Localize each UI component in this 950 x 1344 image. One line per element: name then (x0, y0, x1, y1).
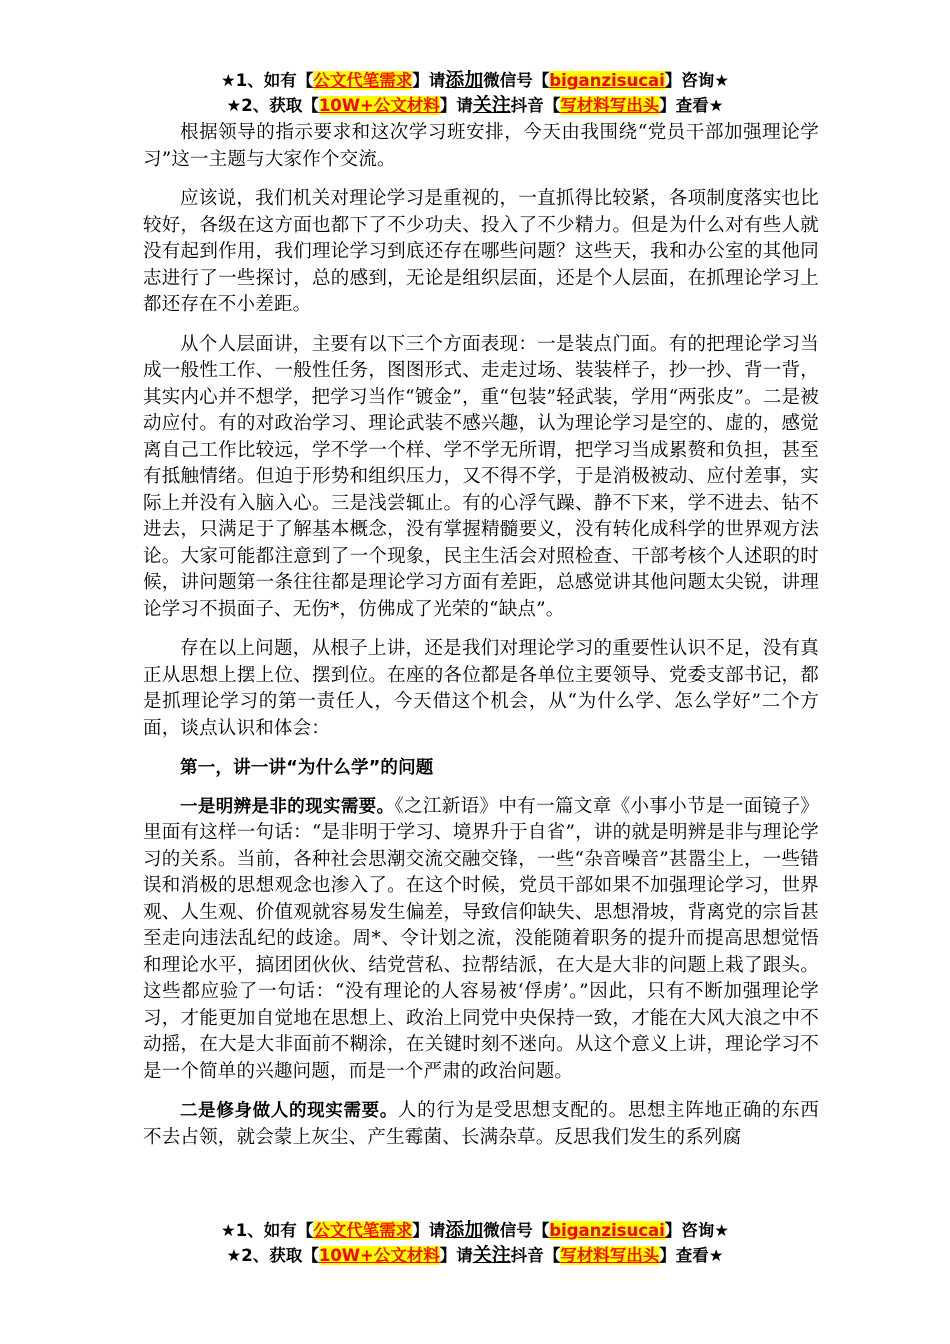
promo-text: 抖音【 (510, 1246, 561, 1265)
promo-text: 关注 (472, 1244, 511, 1266)
promo-text: 抖音【 (510, 96, 561, 115)
promo-text: 微信号【 (483, 1221, 550, 1240)
promo-text: 】请 (412, 1221, 446, 1240)
promo-text: 】咨询★ (664, 71, 730, 90)
paragraph (143, 1098, 819, 1151)
promo-highlight: 公文代笔需求 (313, 71, 413, 90)
section-heading: 第一，讲一讲“为什么学”的问题 (180, 758, 434, 778)
paragraph-text: 人的行为是受思想支配的。思想主阵地正确的东西不去占领，就会蒙上灰尘、产生霉菌、长满杂草。反思我们发生的系列腐 (143, 1100, 819, 1148)
promo-text: ★1、如有【 (220, 71, 314, 90)
promo-wechat-id: biganzisucai (549, 1221, 665, 1240)
promo-wechat-id: biganzisucai (549, 71, 665, 90)
promo-text: 】请 (439, 1246, 473, 1265)
promo-highlight: 10W+公文材料 (318, 96, 440, 115)
paragraph: 应该说，我们机关对理论学习是重视的，一直抓得比较紧，各项制度落实也比较好，各级在这方面也都下了不少功夫、投入了不少精力。但是为什么对有些人就没有起到作用，我们理论学习到底还存在哪些问题？这些天，我和办公室的其他同志进行了一些探讨，总的感到，无论是组织层面，还是个人层面，在抓理论学习上都还存在不小差距。 (143, 188, 819, 315)
paragraph: 从个人层面讲，主要有以下三个方面表现：一是装点门面。有的把理论学习当成一般性工作、一般性任务，图图形式、走走过场、装装样子，抄一抄、背一背，其实内心并不想学，把学习当作“镀金”，重“包装”轻武装，学用“两张皮”。二是被动应付。有的对政治学习、理论武装不感兴趣，认为理论学习是空的、虚的，感觉离自己工作比较远，学不学一个样、学不学无所谓，把学习当成累赘和负担，甚至有抵触情绪。但迫于形势和组织压力，又不得不学，于是消极被动、应付差事，实际上并没有入脑入心。三是浅尝辄止。有的心浮气躁、静不下来，学不进去、钻不进去，只满足于了解基本概念，没有掌握精髓要义，没有转化成科学的世界观方法论。大家可能都注意到了一个现象，民主生活会对照检查、干部考核个人述职的时候，讲问题第一条往往都是理论学习方面有差距，总感觉讲其他问题太尖锐，讲理论学习不损面子、无伤*，仿佛成了光荣的“缺点”。 (143, 333, 819, 620)
promo-highlight: 写材料写出头 (560, 1246, 660, 1265)
promo-text: 】请 (439, 96, 473, 115)
promo-highlight: 写材料写出头 (560, 96, 660, 115)
paragraph-text: 《之江新语》中有一篇文章《小事小节是一面镜子》里面有这样一句话：“是非明于学习、境界升于自省”，讲的就是明辨是非与理论学习的关系。当前，各种社会思潮交流交融交锋，一些“杂音噪音”甚嚣尘上，一些错误和消极的思想观念也渗入了。在这个时候，党员干部如果不加强理论学习，世界观、人生观、价值观就容易发生偏差，导致信仰缺失、思想滑坡，背离党的宗旨甚至走向违法乱纪的歧途。周*、令计划之流，没能随着职务的提升而提高思想觉悟和理论水平，搞团团伙伙、结党营私、拉帮结派，在大是大非的问题上栽了跟头。这些都应验了一句话：“没有理论的人容易被‘俘虏’。”因此，只有不断加强理论学习，才能更加自觉地在思想上、政治上同党中央保持一致，才能在大风大浪之中不动摇，在大是大非面前不糊涂，在关键时刻不迷向。从这个意义上讲，理论学习不是一个简单的兴趣问题，而是一个严肃的政治问题。 (143, 795, 820, 1082)
promo-banner-bottom-line2 (0, 1243, 950, 1268)
paragraph: 根据领导的指示要求和这次学习班安排，今天由我围绕“党员干部加强理论学习”这一主题与大家作个交流。 (143, 122, 819, 170)
promo-text: ★2、获取【 (226, 1246, 319, 1265)
promo-banner-top-line2 (0, 93, 950, 118)
promo-text: 】请 (412, 71, 446, 90)
promo-highlight: 公文代笔需求 (313, 1221, 413, 1240)
paragraph: 存在以上问题，从根子上讲，还是我们对理论学习的重要性认识不足，没有真正从思想上摆上位、摆到位。在座的各位都是各单位主要领导、党委支部书记，都是抓理论学习的第一责任人，今天借这个机会，从“为什么学、怎么学好”二个方面，谈点认识和体会： (143, 638, 819, 739)
paragraph (143, 794, 819, 1086)
promo-text: ★2、获取【 (226, 96, 319, 115)
promo-text: 】查看★ (659, 96, 724, 115)
promo-text: 】查看★ (659, 1246, 724, 1265)
promo-text: 】咨询★ (664, 1221, 730, 1240)
promo-text: ★1、如有【 (220, 1221, 314, 1240)
paragraph-lead: 二是修身做人的现实需要。 (180, 1101, 398, 1121)
promo-text: 关注 (472, 94, 511, 116)
document-body (143, 120, 819, 1164)
promo-text: 添加 (445, 1219, 484, 1241)
promo-banner-bottom-line1 (0, 1218, 950, 1243)
promo-banner-top-line1 (0, 68, 950, 93)
promo-text: 添加 (445, 69, 484, 91)
promo-text: 微信号【 (483, 71, 550, 90)
promo-highlight: 10W+公文材料 (318, 1246, 440, 1265)
paragraph-lead: 一是明辨是非的现实需要。 (180, 796, 395, 817)
